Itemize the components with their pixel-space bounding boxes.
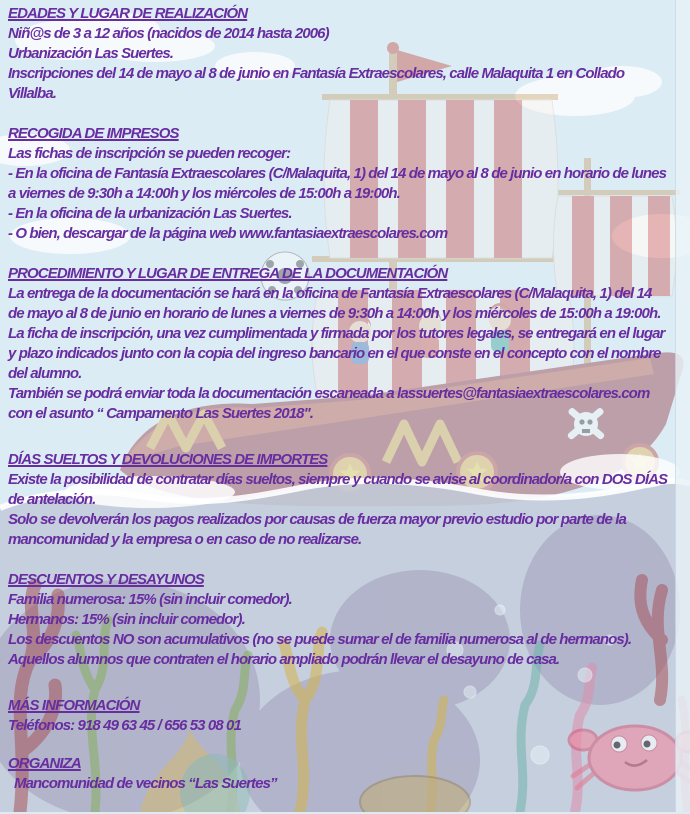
section-organiza [8, 754, 668, 794]
phone-numbers: Teléfonos: 918 49 63 45 / 656 53 08 01 [8, 717, 241, 734]
section-heading: PROCEDIMIENTO Y LUGAR DE ENTREGA DE LA DOCUMENTACIÓN [8, 265, 448, 282]
section-dias-sueltos-devoluciones [8, 450, 668, 550]
section-line: Existe la posibilidad de contratar días sueltos, siempre y cuando se avise al coordinador/a con DOS DÍAS de antelación. [8, 471, 668, 508]
section-line: Aquellos alumnos que contraten el horario ampliado podrán llevar el desayuno de casa. [8, 651, 560, 668]
section-line: - En la oficina de Fantasía Extraescolares (C/Malaquita, 1) del 14 de mayo al 8 de junio en horario de lunes a viernes de 9:30h a 14:00h y los miércoles de 15:00h a 19:00h. [8, 165, 667, 202]
section-line: Hermanos: 15% (sin incluir comedor). [8, 611, 245, 628]
section-recogida-de-impresos [8, 124, 668, 244]
section-line: Los descuentos NO son acumulativos (no se puede sumar el de familia numerosa al de hermanos). [8, 631, 632, 648]
section-line: - En la oficina de la urbanización Las Suertes. [8, 205, 292, 222]
section-line: Las fichas de inscripción se pueden recoger: [8, 145, 291, 162]
section-heading: ORGANIZA [8, 755, 81, 772]
section-descuentos-desayunos [8, 570, 668, 670]
section-heading: MÁS INFORMACIÓN [8, 697, 140, 714]
page-edge-strip [675, 0, 690, 812]
section-line: Urbanización Las Suertes. [8, 45, 174, 62]
section-line: Solo se devolverán los pagos realizados por causas de fuerza mayor previo estudio por parte de la mancomunidad y la empresa o en caso de no realizarse. [8, 511, 626, 548]
section-line: - O bien, descargar de la página web www.fantasiaextraescolares.com [8, 225, 448, 242]
organizer-name: Mancomunidad de vecinos “Las Suertes” [14, 775, 277, 792]
section-procedimiento-entrega [8, 264, 668, 424]
section-edades-y-lugar [8, 4, 668, 104]
section-heading: DESCUENTOS Y DESAYUNOS [8, 571, 204, 588]
section-line: Familia numerosa: 15% (sin incluir comedor). [8, 591, 292, 608]
section-heading: RECOGIDA DE IMPRESOS [8, 125, 179, 142]
section-line: La ficha de inscripción, una vez cumplimentada y firmada por los tutores legales, se entregará en el lugar y plazo indicados junto con la copia del ingreso bancario en el que conste en el concepto con el nombre del alumno. [8, 325, 665, 382]
section-line: Inscripciones del 14 de mayo al 8 de junio en Fantasía Extraescolares, calle Malaquita 1 en Collado Villalba. [8, 65, 625, 102]
section-line: También se podrá enviar toda la documentación escaneada a lassuertes@fantasiaextraescolares.com con el asunto “ Campamento Las Suertes 2018". [8, 385, 650, 422]
section-heading: EDADES Y LUGAR DE REALIZACIÓN [8, 5, 248, 22]
section-mas-informacion [8, 696, 668, 736]
section-line: La entrega de la documentación se hará en la oficina de Fantasía Extraescolares (C/Malaquita, 1) del 14 de mayo al 8 de junio en horario de lunes a viernes de 9:30h a 14:00h y los miércoles de 15:00h a 19:00h. [8, 285, 661, 322]
section-line: Niñ@s de 3 a 12 años (nacidos de 2014 hasta 2006) [8, 25, 329, 42]
section-heading: DÍAS SUELTOS Y DEVOLUCIONES DE IMPORTES [8, 451, 328, 468]
flyer-content [8, 4, 668, 814]
